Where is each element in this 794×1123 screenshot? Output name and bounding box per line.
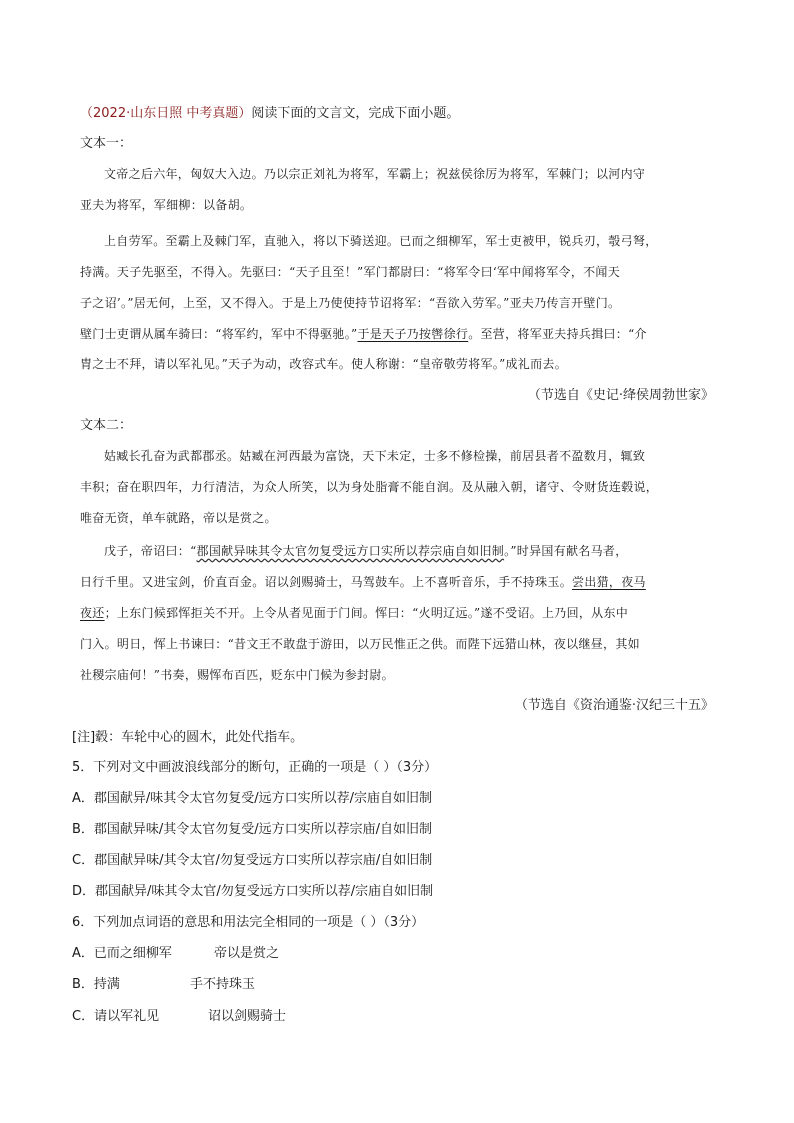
instruction-text: 阅读下面的文言文，完成下面小题。	[251, 106, 460, 121]
question-6-option-b-left: B．持满	[72, 977, 120, 992]
question-6-option-a-right: 帝以是赏之	[214, 946, 280, 961]
text2-source: （节选自《资治通鉴·汉纪三十五》	[514, 698, 714, 713]
question-6-option-c-right: 诏以剑赐骑士	[208, 1009, 287, 1024]
text2-p2-line2	[80, 572, 646, 592]
text1-p2-line4-a: 壁门士吏谓从属车骑曰：“将军约，军中不得驱驰。”	[80, 327, 358, 341]
text2-p2-line1-a: 戊子，帝诏曰：“	[104, 544, 197, 558]
question-intro	[80, 104, 459, 124]
underlined-sentence: 于是天子乃按辔徐行	[357, 327, 469, 341]
question-6-stem: 6．下列加点词语的意思和用法完全相同的一项是（ ）（3分）	[72, 915, 425, 930]
text2-p2-line1	[104, 541, 628, 561]
text1-p1-line2: 亚夫为将军，军细柳：以备胡。	[80, 198, 253, 212]
question-5-stem: 5．下列对文中画波浪线部分的断句，正确的一项是（ ）（3分）	[72, 760, 438, 775]
text2-p2-line3-b: ；上东门候郅恽拒关不开。上令从者见面于门间。恽曰：“火明辽远。”遂不受诏。上乃回，从东中	[104, 606, 629, 620]
text2-heading: 文本二：	[80, 418, 133, 433]
question-5-option-b: B．郡国献异味/其令太官勿复受/远方口实所以荐宗庙/自如旧制	[72, 822, 433, 837]
source-label: （2022·山东日照 中考真题）	[80, 106, 252, 121]
text2-p2-line3	[80, 603, 628, 623]
question-5-option-a: A．郡国献异/味其令太官勿复受/远方口实所以荐/宗庙自如旧制	[72, 791, 433, 806]
question-5-option-d: D．郡国献异/味其令太官/勿复受远方口实所以荐/宗庙自如旧制	[72, 884, 434, 899]
text1-heading: 文本一：	[80, 136, 133, 151]
text2-p2-line2-a: 日行千里。又进宝剑，价直百金。诏以剑赐骑士，马驾鼓车。上不喜听音乐，手不持珠玉。	[80, 575, 573, 589]
text1-p2-line2: 持满。天子先驱至，不得入。先驱曰：“天子且至！”军门都尉曰：“将军令曰‘军中闻将军令，不闻天	[80, 265, 621, 279]
text1-p2-line4-c: 。至营，将军亚夫持兵揖曰：“介	[468, 327, 647, 341]
text1-p2-line1: 上自劳军。至霸上及棘门军，直驰入，将以下骑送迎。已而之细柳军，军士吏被甲，锐兵刃，彀弓弩，	[104, 234, 658, 248]
text2-p2-line4: 门入。明日，恽上书谏曰：“昔文王不敢盘于游田，以万民惟正之供。而陛下远猎山林，夜以继昼，其如	[80, 637, 640, 651]
text2-p1-line3: 唯奋无资，单车就路，帝以是赏之。	[80, 511, 277, 525]
underlined-phrase-2: 夜还	[80, 606, 105, 620]
text2-p1-line1: 姑臧长孔奋为武都郡丞。姑臧在河西最为富饶，天下未定，士多不修检操，前居县者不盈数月，辄致	[104, 449, 646, 463]
text1-p2-line4	[80, 324, 647, 344]
wavy-underlined-sentence: 郡国献异味其令太官勿复受远方口实所以荐宗庙自如旧制	[196, 544, 505, 558]
text1-p2-line5: 胄之士不拜，请以军礼见。”天子为动，改容式车。使人称谢：“皇帝敬劳将军。”成礼而去。	[80, 357, 568, 371]
question-6-option-a-left: A．已而之细柳军	[72, 946, 172, 961]
question-5-option-c: C．郡国献异味/其令太官/勿复受远方口实所以荐宗庙/自如旧制	[72, 853, 433, 868]
text2-p2-line5: 社稷宗庙何！”书奏，赐恽布百匹，贬东中门候为参封尉。	[80, 668, 394, 682]
text1-source: （节选自《史记·绛侯周勃世家》	[527, 388, 714, 403]
text2-p1-line2: 丰积；奋在职四年，力行清洁，为众人所笑，以为身处脂膏不能自润。及从融入朝，诸守、令财货连毂说，	[80, 480, 659, 494]
annotation-note: [注]毂：车轮中心的圆木，此处代指车。	[72, 730, 304, 745]
question-6-option-c-left: C．请以军礼见	[72, 1009, 160, 1024]
underlined-phrase-1: 尝出猎，夜马	[572, 575, 646, 589]
text2-p2-line1-c: 。”时异国有献名马者，	[504, 544, 628, 558]
text1-p2-line3: 子之诏’。”居无何，上至，又不得入。于是上乃使使持节诏将军：“吾欲入劳军。”亚夫乃传言开壁门。	[80, 296, 621, 310]
text1-p1-line1: 文帝之后六年，匈奴大入边。乃以宗正刘礼为将军，军霸上；祝兹侯徐厉为将军，军棘门；以河内守	[104, 167, 646, 181]
question-6-option-b-right: 手不持珠玉	[190, 977, 256, 992]
